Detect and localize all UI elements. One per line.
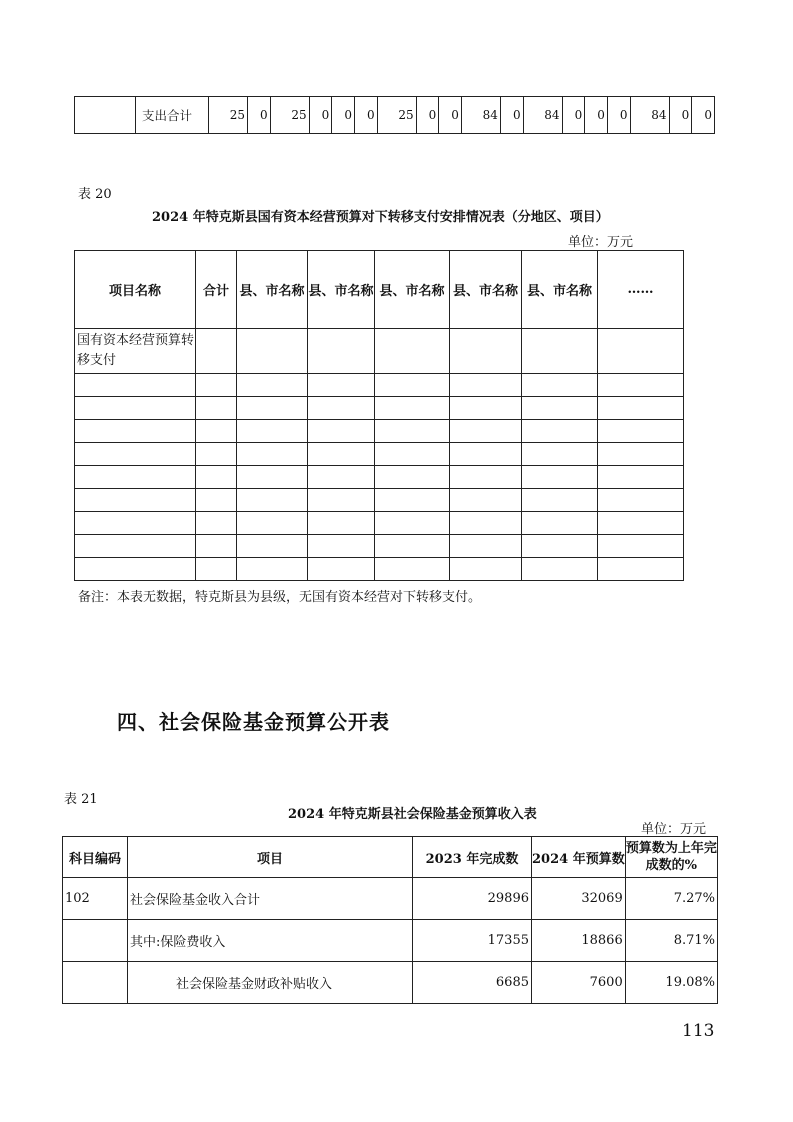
column-header: …… xyxy=(598,251,684,329)
table-cell xyxy=(598,329,684,374)
table-row xyxy=(75,512,684,535)
table-cell xyxy=(196,374,237,397)
table-cell xyxy=(522,329,598,374)
table-header-row xyxy=(75,251,684,329)
column-header-2024: 2024 年预算数 xyxy=(532,837,626,878)
table-cell: 0 xyxy=(416,97,439,134)
table-cell xyxy=(75,443,196,466)
table-cell xyxy=(375,512,450,535)
table-cell xyxy=(522,558,598,581)
table-cell xyxy=(522,374,598,397)
table-cell xyxy=(522,512,598,535)
table20-unit: 单位：万元 xyxy=(568,235,634,250)
table-cell xyxy=(196,489,237,512)
column-header: 县、市名称 xyxy=(450,251,522,329)
table-cell xyxy=(75,397,196,420)
table-cell xyxy=(598,535,684,558)
table-cell xyxy=(450,443,522,466)
table-cell xyxy=(196,397,237,420)
column-header: 县、市名称 xyxy=(375,251,450,329)
cell-2024: 18866 xyxy=(532,920,626,962)
table-cell xyxy=(375,374,450,397)
cell-2023: 17355 xyxy=(413,920,532,962)
table-cell xyxy=(308,420,375,443)
table-cell xyxy=(196,443,237,466)
table-cell xyxy=(450,489,522,512)
column-header: 合计 xyxy=(196,251,237,329)
table-row xyxy=(63,878,718,920)
table-cell: 0 xyxy=(247,97,270,134)
table-cell: 25 xyxy=(270,97,309,134)
table-cell: 0 xyxy=(692,97,715,134)
cell-pct: 7.27% xyxy=(625,878,717,920)
table-cell xyxy=(196,420,237,443)
table-cell: 0 xyxy=(562,97,585,134)
table-cell xyxy=(450,535,522,558)
table-cell xyxy=(237,558,308,581)
table-cell: 0 xyxy=(607,97,630,134)
cell-2023: 6685 xyxy=(413,962,532,1004)
table-cell: 0 xyxy=(669,97,692,134)
table-cell xyxy=(598,443,684,466)
table20 xyxy=(74,250,684,581)
table-cell xyxy=(308,374,375,397)
table-cell: 84 xyxy=(461,97,500,134)
table-cell xyxy=(75,420,196,443)
table-row xyxy=(75,397,684,420)
table-cell xyxy=(237,489,308,512)
table-cell xyxy=(450,329,522,374)
table-cell xyxy=(75,512,196,535)
table-cell xyxy=(522,535,598,558)
table-cell xyxy=(598,489,684,512)
table-cell xyxy=(196,512,237,535)
table20-caption: 表 20 xyxy=(78,187,112,202)
cell-code: 102 xyxy=(63,878,128,920)
cell-pct: 19.08% xyxy=(625,962,717,1004)
table-cell: 0 xyxy=(500,97,523,134)
column-header: 项目名称 xyxy=(75,251,196,329)
table-cell xyxy=(375,443,450,466)
table-row xyxy=(63,920,718,962)
table-cell xyxy=(375,329,450,374)
table-cell xyxy=(450,466,522,489)
cell-item: 社会保险基金收入合计 xyxy=(128,878,413,920)
table-cell xyxy=(375,535,450,558)
table-cell xyxy=(75,558,196,581)
table-cell: 0 xyxy=(309,97,332,134)
table-cell xyxy=(237,535,308,558)
table-cell: 0 xyxy=(332,97,355,134)
cell-code xyxy=(63,920,128,962)
table-row xyxy=(63,962,718,1004)
table21-unit: 单位：万元 xyxy=(641,822,707,837)
table21 xyxy=(62,836,718,1004)
table-cell: 0 xyxy=(439,97,462,134)
table-cell xyxy=(598,512,684,535)
table-cell xyxy=(522,489,598,512)
table-cell xyxy=(75,535,196,558)
table-cell xyxy=(237,397,308,420)
table-row xyxy=(75,489,684,512)
cell-2024: 32069 xyxy=(532,878,626,920)
table-cell xyxy=(450,397,522,420)
table-cell xyxy=(375,420,450,443)
row-name: 国有资本经营预算转移支付 xyxy=(75,329,196,374)
table-cell xyxy=(450,558,522,581)
table-cell xyxy=(75,489,196,512)
table-cell xyxy=(237,374,308,397)
table20-note: 备注：本表无数据，特克斯县为县级，无国有资本经营对下转移支付。 xyxy=(78,590,482,605)
table-cell: 25 xyxy=(209,97,248,134)
table-row xyxy=(75,420,684,443)
column-header-code: 科目编码 xyxy=(63,837,128,878)
table21-caption: 表 21 xyxy=(64,792,98,807)
table-cell xyxy=(450,420,522,443)
column-header-pct: 预算数为上年完成数的% xyxy=(625,837,717,878)
table-cell xyxy=(598,397,684,420)
column-header: 县、市名称 xyxy=(522,251,598,329)
table-cell xyxy=(75,466,196,489)
table-cell xyxy=(308,466,375,489)
column-header-item: 项目 xyxy=(128,837,413,878)
table-cell xyxy=(375,489,450,512)
table-row xyxy=(75,558,684,581)
table-cell xyxy=(308,512,375,535)
table-cell xyxy=(308,558,375,581)
table-cell xyxy=(237,420,308,443)
table-cell xyxy=(308,489,375,512)
table-cell xyxy=(308,397,375,420)
table-header-row xyxy=(63,837,718,878)
table-cell xyxy=(196,329,237,374)
table-cell xyxy=(375,558,450,581)
column-header-2023: 2023 年完成数 xyxy=(413,837,532,878)
table-cell xyxy=(598,374,684,397)
table-cell: 25 xyxy=(377,97,416,134)
page-number: 113 xyxy=(682,1021,715,1041)
section-heading: 四、社会保险基金预算公开表 xyxy=(117,710,390,734)
table-cell xyxy=(598,466,684,489)
table-cell xyxy=(598,420,684,443)
table-row xyxy=(75,97,715,134)
table-row xyxy=(75,443,684,466)
table-row xyxy=(75,329,684,374)
table-cell xyxy=(308,329,375,374)
table-cell-empty xyxy=(75,97,136,134)
table-cell: 84 xyxy=(630,97,669,134)
table-cell xyxy=(308,443,375,466)
table-cell xyxy=(237,466,308,489)
cell-2023: 29896 xyxy=(413,878,532,920)
table-cell xyxy=(598,558,684,581)
table-cell: 84 xyxy=(523,97,562,134)
table-cell xyxy=(237,512,308,535)
table-cell: 0 xyxy=(585,97,608,134)
table-cell: 0 xyxy=(354,97,377,134)
table-cell xyxy=(196,535,237,558)
expense-total-table xyxy=(74,96,715,134)
table-cell xyxy=(522,420,598,443)
table-cell xyxy=(375,397,450,420)
table-cell xyxy=(522,443,598,466)
table-cell xyxy=(75,374,196,397)
table-cell xyxy=(450,512,522,535)
column-header: 县、市名称 xyxy=(237,251,308,329)
table-cell xyxy=(522,397,598,420)
table-cell xyxy=(237,329,308,374)
cell-item: 社会保险基金财政补贴收入 xyxy=(128,962,413,1004)
table-cell xyxy=(450,374,522,397)
table-cell xyxy=(308,535,375,558)
column-header: 县、市名称 xyxy=(308,251,375,329)
cell-pct: 8.71% xyxy=(625,920,717,962)
table-cell xyxy=(196,558,237,581)
cell-item: 其中:保险费收入 xyxy=(128,920,413,962)
table-cell xyxy=(196,466,237,489)
cell-code xyxy=(63,962,128,1004)
row-label: 支出合计 xyxy=(136,97,209,134)
cell-2024: 7600 xyxy=(532,962,626,1004)
table-cell xyxy=(375,466,450,489)
table21-title: 2024 年特克斯县社会保险基金预算收入表 xyxy=(288,807,537,822)
table-row xyxy=(75,535,684,558)
table-row xyxy=(75,466,684,489)
table-cell xyxy=(237,443,308,466)
table-cell xyxy=(522,466,598,489)
table20-title: 2024 年特克斯县国有资本经营预算对下转移支付安排情况表（分地区、项目） xyxy=(152,210,609,225)
table-row xyxy=(75,374,684,397)
